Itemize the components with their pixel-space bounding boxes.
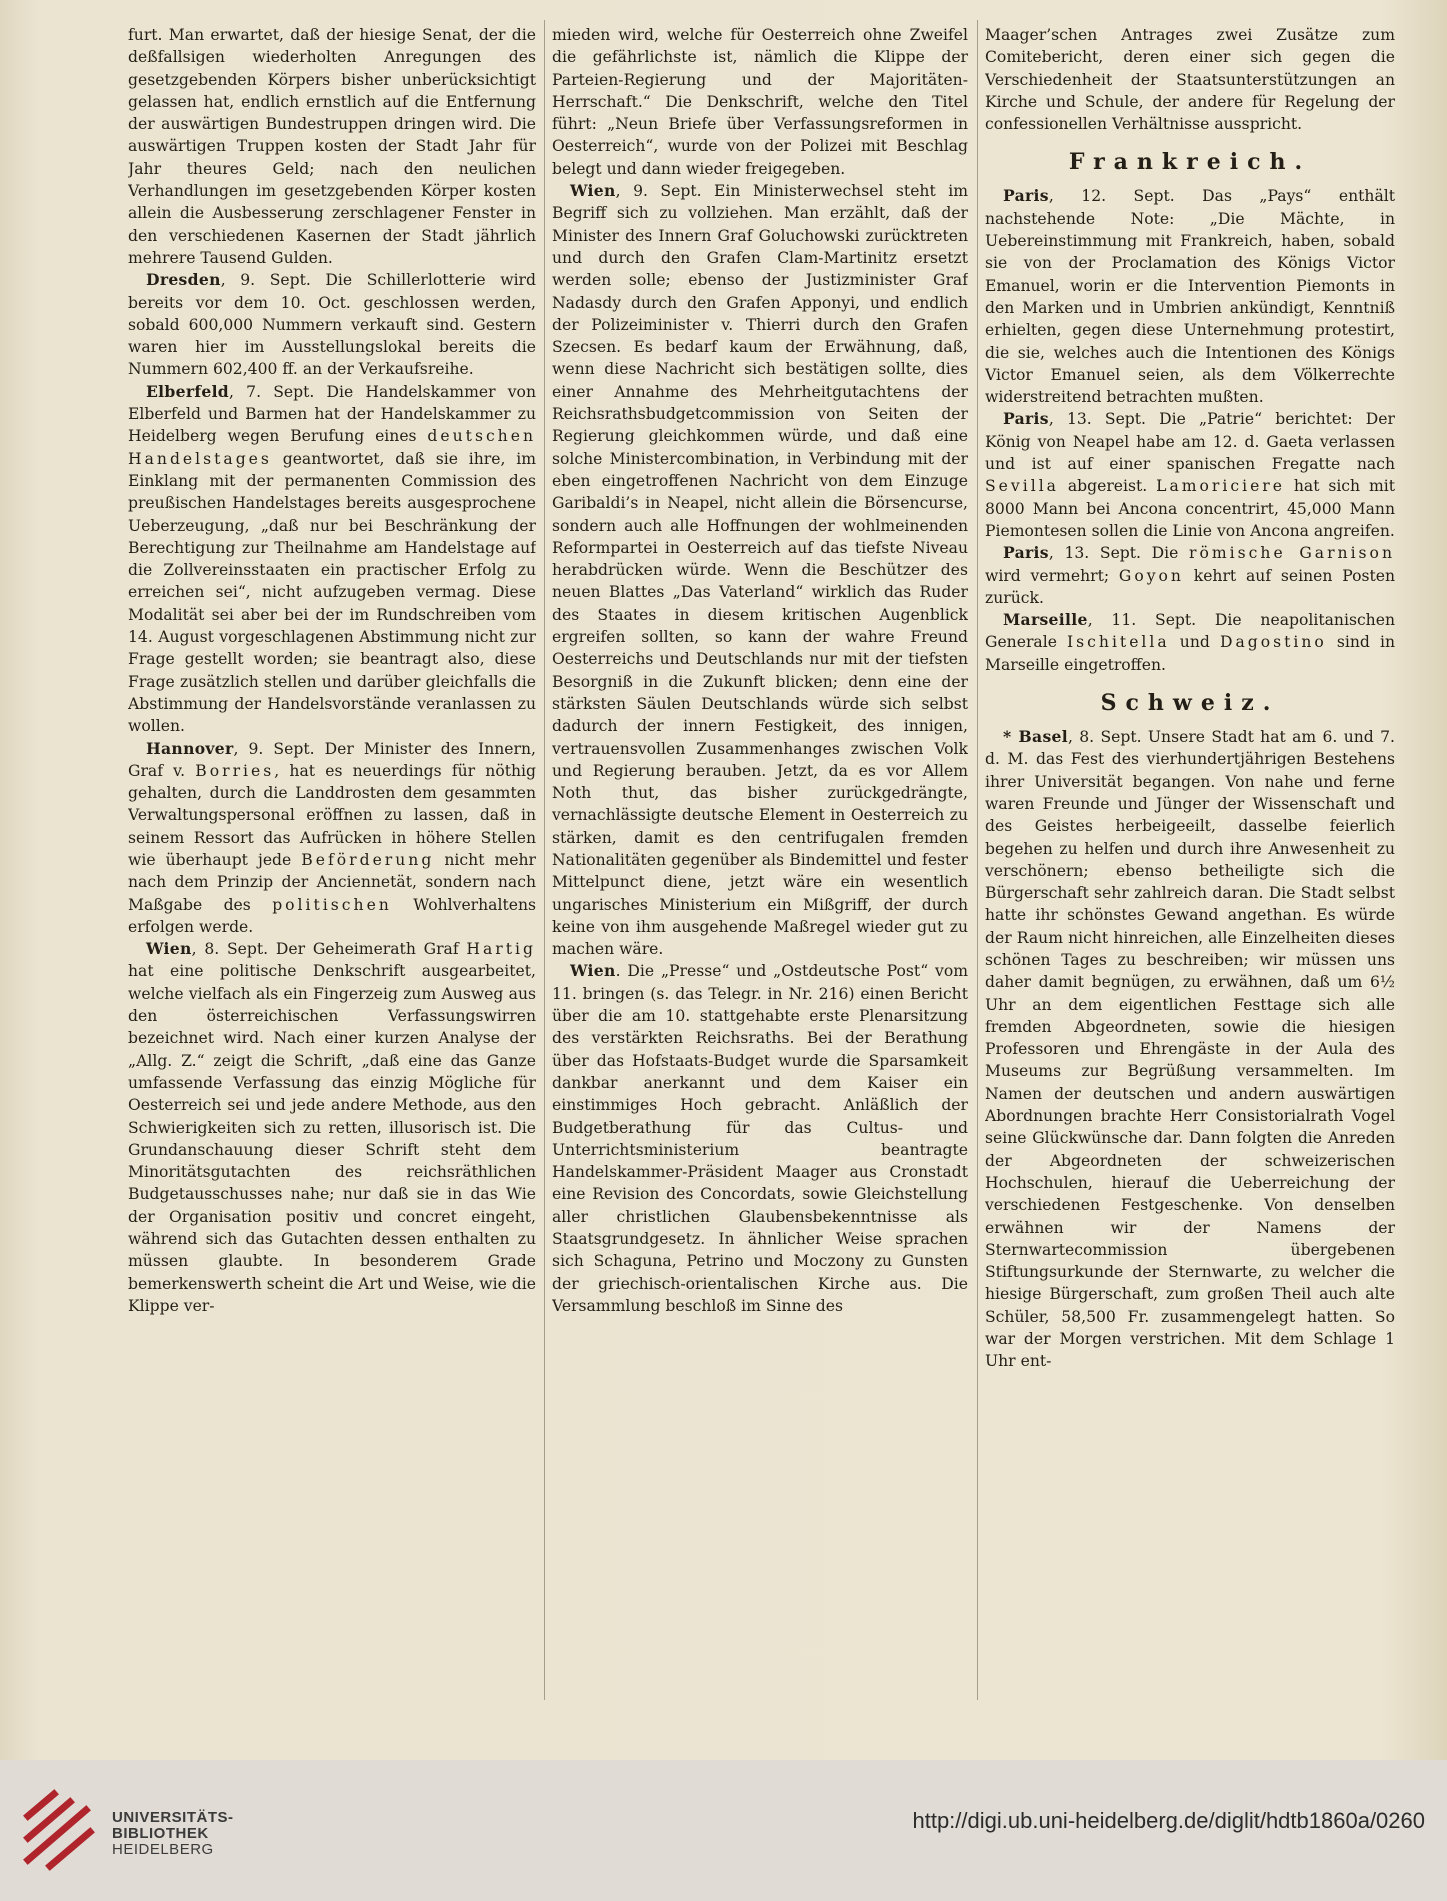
article-marseille: Marseille, 11. Sept. Die neapolitanischen Generale Ischitella und Dagostino sind in Marseille eingetroffen. [985, 610, 1395, 674]
dateline-paris: Paris [1003, 409, 1049, 429]
dateline-marseille: Marseille [1003, 610, 1088, 630]
dateline-elberfeld: Elberfeld [146, 381, 230, 401]
article-wien-ministerwechsel: Wien, 9. Sept. Ein Ministerwechsel steht im Begriff sich zu vollziehen. Man erzählt, daß der Minister des Innern Graf Goluchowski zurücktreten und durch den Grafen Clam-Martinitz ersetzt werden solle; ebenso der Justizminister Graf Nadasdy durch den Grafen Apponyi, und endlich der Polizeiminister v. Thierri durch den Grafen Szecsen. Es bedarf kaum der Erwähnung, daß, wenn diese Nachricht sich bestätigen sollte, dies einer Annahme des Mehrheitgutachtens der Reichsrathsbudgetcommission von Seiten der Regierung gleichkommen würde, und daß eine solche Ministercombination, in Verbindung mit der eben eingetroffenen Nachricht von dem Einzuge Garibaldi’s in Neapel, nicht allein die Börsencurse, sondern auch alle Hoffnungen der wohlmeinenden Reformpartei in Oesterreich auf das tiefste Niveau herabdrücken würde. Wenn die Beschützer des neuen Blattes „Das Vaterland“ wirklich das Ruder des Staates in diesem kritischen Augenblick ergreifen sollten, so kann der wahre Freund Oesterreichs und Deutschlands nur mit der tiefsten Besorgniß in die Zukunft blicken; denn eine der stärksten Säulen Deutschlands würde sich selbst dadurch der innern Festigkeit, des innigen, vertrauensvollen Zusammenhanges zwischen Volk und Regierung berauben. Jetzt, da es vor Allem Noth thut, das bisher zurückgedrängte, vernachlässigte deutsche Element in Oesterreich zu stärken, damit es den centrifugalen fremden Nationalitäten gegenüber als Bindemittel und fester Mittelpunct diene, jetzt wäre ein wesentlich ungarisches Ministerium ein Mißgriff, der durch keine von ihm ausgehende Maßregel wieder gut zu machen wäre. [552, 181, 968, 959]
article-dresden: Dresden, 9. Sept. Die Schillerlotterie wird bereits vor dem 10. Oct. geschlossen werden, sobald 600,000 Nummern verkauft sind. Gestern waren hier im Ausstellungslokal bereits die Nummern 602,400 ff. an der Verkaufsreihe. [128, 270, 536, 379]
text-column-1 [128, 24, 536, 1696]
library-name: UNIVERSITÄTS- BIBLIOTHEK HEIDELBERG [112, 1809, 234, 1858]
source-url-link[interactable]: http://digi.ub.uni-heidelberg.de/diglit/hdtb1860a/0260 [912, 1808, 1425, 1833]
dateline-basel: * Basel [1003, 727, 1068, 747]
ub-heidelberg-logo-icon [20, 1786, 100, 1872]
section-heading-schweiz: Schweiz. [1100, 690, 1280, 717]
article-continuation: Maager’schen Antrages zwei Zusätze zum Comitebericht, deren einer sich gegen die Verschiedenheit der Staatsunterstützungen an Kirche und Schule, der andere für Regelung der confessionellen Verhältnisse ausspricht. [985, 26, 1395, 134]
column-divider [544, 20, 545, 1700]
article-paris-patrie: Paris, 13. Sept. Die „Patrie“ berichtet: Der König von Neapel habe am 12. d. Gaeta verlassen und ist auf einer spanischen Fregatte nach Sevilla abgereist. Lamoriciere hat sich mit 8000 Mann bei Ancona concentrirt, 45,000 Mann Piemontesen sollen die Linie von Ancona angreifen. [985, 409, 1395, 540]
section-heading-frankreich: Frankreich. [1068, 149, 1312, 176]
column-divider [977, 20, 978, 1700]
article-elberfeld: Elberfeld, 7. Sept. Die Handelskammer von Elberfeld und Barmen hat der Handelskammer zu Heidelberg wegen Berufung eines deutschen Handelstages geantwortet, daß sie ihre, im Einklang mit der permanenten Commission des preußischen Handelstages bereits ausgesprochene Ueberzeugung, „daß nur bei Beschränkung der Berechtigung zur Theilnahme am Handelstage auf die Zollvereinsstaaten ein practischer Erfolg zu erreichen sei“, nicht aufzugeben vermag. Diese Modalität sei aber bei der im Rundschreiben vom 14. August vorgeschlagenen Abstimmung nicht zur Frage gestellt worden; sie beantragt also, diese Frage zusätzlich stellen und darüber gleichfalls die Abstimmung der Handelsvorstände veranlassen zu wollen. [128, 381, 536, 736]
article-wien-hartig: Wien, 8. Sept. Der Geheimerath Graf Hartig hat eine politische Denkschrift ausgearbeitet, welche vielfach als ein Fingerzeig zum Ausweg aus den österreichischen Verfassungswirren bezeichnet wird. Nach einer kurzen Analyse der „Allg. Z.“ zeigt die Schrift, „daß eine das Ganze umfassende Verfassung das einzig Mögliche für Oesterreich sei und jede andere Methode, aus den Schwierigkeiten sich zu retten, illusorisch ist. Die Grundanschauung dieser Schrift steht dem Minoritätsgutachten des reichsräthlichen Budgetausschusses nahe; nur daß sie in das Wie der Organisation positiv und concret eingeht, während sich das Gutachten dessen enthalten zu müssen glaubte. In besonderem Grade bemerkenswerth scheint die Art und Weise, wie die Klippe ver- [128, 939, 536, 1315]
article-wien-reichsrath: Wien. Die „Presse“ und „Ostdeutsche Post“ vom 11. bringen (s. das Telegr. in Nr. 216) einen Bericht über die am 10. stattgehabte erste Plenarsitzung des verstärkten Reichsraths. Bei der Berathung über das Hofstaats-Budget wurde die Sparsamkeit dankbar anerkannt und dem Kaiser ein einstimmiges Hoch gebracht. Anläßlich der Budgetberathung für das Cultus- und Unterrichtsministerium beantragte Handelskammer-Präsident Maager aus Cronstadt eine Revision des Concordats, sowie Gleichstellung aller christlichen Glaubensbekenntnisse als Staatsgrundgesetz. In ähnlicher Weise sprachen sich Schaguna, Petrino und Moczony zu Gunsten der griechisch-orientalischen Kirche aus. Die Versammlung beschloß im Sinne des [552, 961, 968, 1315]
dateline-hannover: Hannover [146, 738, 234, 758]
article-hannover: Hannover, 9. Sept. Der Minister des Innern, Graf v. Borries, hat es neuerdings für nöthig gehalten, durch die Landdrosten dem gesammten Verwaltungspersonal eröffnen zu lassen, daß in seinem Ressort das Aufrücken in höhere Stellen wie überhaupt jede Beförderung nicht mehr nach dem Prinzip der Anciennetät, sondern nach Maßgabe des politischen Wohlverhaltens erfolgen werde. [128, 738, 536, 936]
dateline-wien: Wien [570, 961, 616, 981]
article-paris-garnison: Paris, 13. Sept. Die römische Garnison wird vermehrt; Goyon kehrt auf seinen Posten zurück. [985, 543, 1395, 607]
article-continuation: furt. Man erwartet, daß der hiesige Senat, der die deßfallsigen wiederholten Anregungen des gesetzgebenden Körpers bisher unberücksichtigt gelassen hat, endlich ernstlich auf die Entfernung der auswärtigen Bundestruppen dringen wird. Die auswärtigen Truppen kosten der Stadt Jahr für Jahr theures Geld; nach den neulichen Verhandlungen im gesetzgebenden Körper kosten allein die Ausbesserung zerschlagener Fenster in den verschiedenen Kasernen der Stadt jährlich mehrere Tausend Gulden. [128, 26, 536, 267]
dateline-wien: Wien [146, 939, 192, 959]
dateline-paris: Paris [1003, 543, 1049, 563]
article-continuation: mieden wird, welche für Oesterreich ohne Zweifel die gefährlichste ist, nämlich die Klippe der Parteien-Regierung und der Majoritäten-Herrschaft.“ Die Denkschrift, welche den Titel führt: „Neun Briefe über Verfassungsreformen in Oesterreich“, wurde von der Polizei mit Beschlag belegt und dann wieder freigegeben. [552, 26, 968, 178]
dateline-wien: Wien [570, 181, 616, 201]
article-paris-pays: Paris, 12. Sept. Das „Pays“ enthält nachstehende Note: „Die Mächte, in Uebereinstimmung mit Frankreich, haben, sobald sie von der Proclamation des Königs Victor Emanuel, worin er die Intervention Piemonts in den Marken und in Umbrien ankündigt, Kenntniß erhielten, gegen diese Unternehmung protestirt, die sie, welches auch die Intentionen des Königs Victor Emanuel seien, als dem Völkerrechte widerstreitend betrachten mußten. [985, 186, 1395, 407]
text-column-2 [552, 24, 968, 1696]
library-footer [0, 1760, 1447, 1901]
dateline-paris: Paris [1003, 186, 1049, 206]
text-column-3 [985, 24, 1395, 1696]
article-basel: * Basel, 8. Sept. Unsere Stadt hat am 6. und 7. d. M. das Fest des vierhundertjährigen Bestehens ihrer Universität begangen. Von nahe und ferne waren Freunde und Jünger der Wissenschaft und des Geistes herbeigeeilt, dasselbe feierlich begehen zu helfen und durch ihre Anwesenheit zu verschönern; ebenso betheiligte sich die Bürgerschaft sehr zahlreich daran. Die Stadt selbst hatte ihr schönstes Gewand angethan. Es würde der Raum nicht hinreichen, alle Einzelheiten dieses schönen Tages zu beschreiben; wir müssen uns daher damit begnügen, zu erwähnen, daß um 6½ Uhr an dem eigentlichen Festtage sich alle fremden Abgeordneten, sowie die hiesigen Professoren und Ehrengäste in der Aula des Museums zur Begrüßung versammelten. Im Namen der deutschen und andern auswärtigen Abordnungen brachte Herr Consistorialrath Vogel seine Glückwünsche dar. Dann folgten die Anreden der Abgeordneten der schweizerischen Hochschulen, hierauf die Ueberreichung der verschiedenen Festgeschenke. Von denselben erwähnen wir der Namens der Sternwartecommission übergebenen Stiftungsurkunde der Sternwarte, zu welcher die hiesige Bürgerschaft, zum großen Theil auch alte Schüler, 58,500 Fr. zusammengelegt hatten. So war der Morgen verstrichen. Mit dem Schlage 1 Uhr ent- [985, 727, 1395, 1371]
dateline-dresden: Dresden [146, 270, 221, 290]
